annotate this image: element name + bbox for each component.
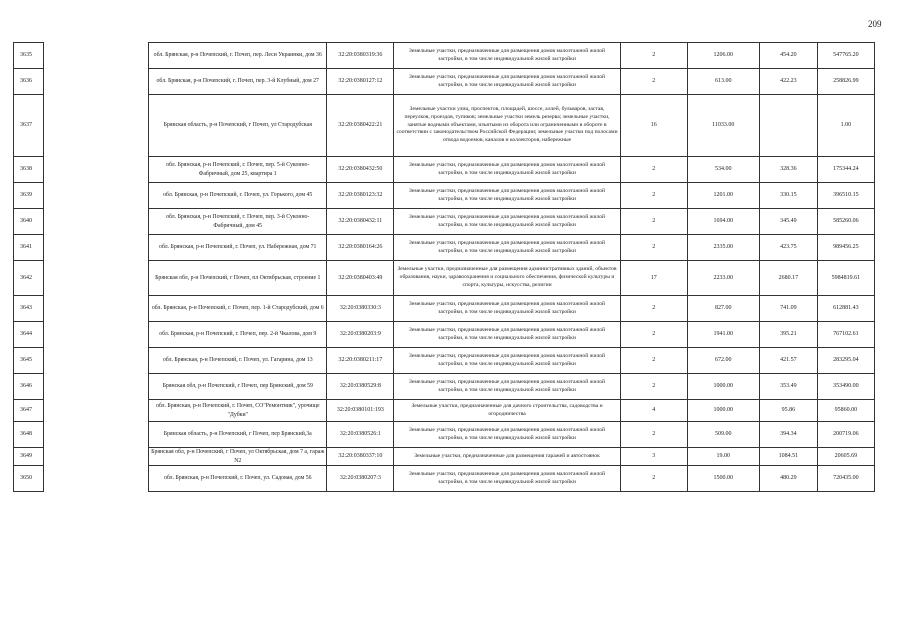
- use-group-cell: 2: [620, 466, 687, 492]
- land-purpose-cell: Земельные участки, предназначенные для размещения домов малоэтажной жилой застройки, в том числе индивидуальной жилой застройки: [394, 322, 620, 348]
- table-row: [14, 261, 875, 296]
- cadastral-value-cell: 767102.61: [817, 322, 874, 348]
- cadastral-rate-cell: 394.34: [759, 422, 817, 448]
- row-number-cell: 3641: [14, 235, 44, 261]
- area-cell: 2233.00: [687, 261, 759, 296]
- table-row: [14, 296, 875, 322]
- area-cell: 672.00: [687, 348, 759, 374]
- spacer-cell: [44, 69, 149, 95]
- table-row: [14, 69, 875, 95]
- address-cell: Брянская область, р-н Почепский, г Почеп, пер Брянский,3а: [149, 422, 327, 448]
- land-purpose-cell: Земельные участки, предназначенные для размещения административных зданий, объектов образования, науки, здравоохранения и социального обеспечения, физической культуры и спорта, культуры, искусства, религии: [394, 261, 620, 296]
- cadastral-value-cell: 585260.06: [817, 209, 874, 235]
- spacer-cell: [44, 95, 149, 157]
- land-purpose-cell: Земельные участки, предназначенные для размещения гаражей и автостоянок: [394, 448, 620, 466]
- cadastral-value-cell: 20605.69: [817, 448, 874, 466]
- cadastral-number-cell: 32:20:0380211:17: [327, 348, 394, 374]
- cadastral-rate-cell: 422.23: [759, 69, 817, 95]
- cadastral-rate-cell: 95.86: [759, 400, 817, 422]
- cadastral-value-cell: 353490.00: [817, 374, 874, 400]
- cadastral-value-cell: 989456.25: [817, 235, 874, 261]
- area-cell: 2335.00: [687, 235, 759, 261]
- row-number-cell: 3637: [14, 95, 44, 157]
- use-group-cell: 4: [620, 400, 687, 422]
- area-cell: 827.00: [687, 296, 759, 322]
- land-purpose-cell: Земельные участки, предназначенные для размещения домов малоэтажной жилой застройки, в том числе индивидуальной жилой застройки: [394, 183, 620, 209]
- land-purpose-cell: Земельные участки, предназначенные для размещения домов малоэтажной жилой застройки, в том числе индивидуальной жилой застройки: [394, 348, 620, 374]
- cadastral-number-cell: 32:20:0380203:9: [327, 322, 394, 348]
- land-purpose-cell: Земельные участки, предназначенные для размещения домов малоэтажной жилой застройки, в том числе индивидуальной жилой застройки: [394, 157, 620, 183]
- spacer-cell: [44, 422, 149, 448]
- land-purpose-cell: Земельные участки, предназначенные для размещения домов малоэтажной жилой застройки, в том числе индивидуальной жилой застройки: [394, 235, 620, 261]
- cadastral-number-cell: 32:20:0380432:11: [327, 209, 394, 235]
- address-cell: обл. Брянская, р-н Почепский, г. Почеп, пер. 3-й Клубный, дом 27: [149, 69, 327, 95]
- table-row: [14, 157, 875, 183]
- cadastral-number-cell: 32:20:0380337:10: [327, 448, 394, 466]
- area-cell: 1941.00: [687, 322, 759, 348]
- land-purpose-cell: Земельные участки, предназначенные для размещения домов малоэтажной жилой застройки, в том числе индивидуальной жилой застройки: [394, 43, 620, 69]
- spacer-cell: [44, 261, 149, 296]
- cadastral-number-cell: 32:20:0380319:36: [327, 43, 394, 69]
- land-purpose-cell: Земельные участки, предназначенные для дачного строительства, садоводства и огородничества: [394, 400, 620, 422]
- row-number-cell: 3643: [14, 296, 44, 322]
- address-cell: обл. Брянская, р-н Почепский, г. Почеп, пер. 5-й Суконно-Фабричный, дом 25, квартира 1: [149, 157, 327, 183]
- cadastral-rate-cell: 353.49: [759, 374, 817, 400]
- area-cell: 1694.00: [687, 209, 759, 235]
- address-cell: обл. Брянская, р-н Почепский, г. Почеп, пер. 1-й Стародубский, дом 6: [149, 296, 327, 322]
- cadastral-value-cell: 396510.15: [817, 183, 874, 209]
- address-cell: Брянская обл, р-н Почепский, г Почеп, ул Октябрьская, дом 7 а, гараж N2: [149, 448, 327, 466]
- row-number-cell: 3647: [14, 400, 44, 422]
- spacer-cell: [44, 466, 149, 492]
- spacer-cell: [44, 183, 149, 209]
- table-row: [14, 448, 875, 466]
- use-group-cell: 2: [620, 69, 687, 95]
- table-row: [14, 374, 875, 400]
- cadastral-rate-cell: 741.09: [759, 296, 817, 322]
- use-group-cell: 16: [620, 95, 687, 157]
- cadastral-number-cell: 32:20:0380101:193: [327, 400, 394, 422]
- cadastral-value-cell: 175344.24: [817, 157, 874, 183]
- cadastral-rate-cell: 454.20: [759, 43, 817, 69]
- row-number-cell: 3646: [14, 374, 44, 400]
- address-cell: обл. Брянская, р-н Почепский, г. Почеп, ул. Гагарина, дом 13: [149, 348, 327, 374]
- use-group-cell: 2: [620, 374, 687, 400]
- spacer-cell: [44, 43, 149, 69]
- page-number: 209: [868, 19, 882, 29]
- spacer-cell: [44, 348, 149, 374]
- row-number-cell: 3642: [14, 261, 44, 296]
- address-cell: обл. Брянская, р-н Почепский, г. Почеп, пер. Леси Украинки, дом 36: [149, 43, 327, 69]
- use-group-cell: 2: [620, 157, 687, 183]
- row-number-cell: 3640: [14, 209, 44, 235]
- spacer-cell: [44, 157, 149, 183]
- cadastral-number-cell: 32:20:0380123:32: [327, 183, 394, 209]
- spacer-cell: [44, 209, 149, 235]
- use-group-cell: 2: [620, 183, 687, 209]
- land-purpose-cell: Земельные участки, предназначенные для размещения домов малоэтажной жилой застройки, в том числе индивидуальной жилой застройки: [394, 296, 620, 322]
- table-row: [14, 209, 875, 235]
- spacer-cell: [44, 400, 149, 422]
- cadastral-number-cell: 32:20:0380127:12: [327, 69, 394, 95]
- address-cell: обл. Брянская, р-н Почепский, г. Почеп, СО"Ремонтник", урочище "Дубки": [149, 400, 327, 422]
- area-cell: 1206.00: [687, 43, 759, 69]
- cadastral-number-cell: 32:20:0380330:3: [327, 296, 394, 322]
- cadastral-rate-cell: 330.15: [759, 183, 817, 209]
- cadastral-value-cell: 200719.06: [817, 422, 874, 448]
- table-row: [14, 43, 875, 69]
- spacer-cell: [44, 296, 149, 322]
- cadastral-number-cell: 32:20:0380432:50: [327, 157, 394, 183]
- area-cell: 1000.00: [687, 374, 759, 400]
- cadastral-value-cell: 95860.00: [817, 400, 874, 422]
- cadastral-value-cell: 283295.04: [817, 348, 874, 374]
- cadastral-rate-cell: 345.49: [759, 209, 817, 235]
- use-group-cell: 3: [620, 448, 687, 466]
- row-number-cell: 3650: [14, 466, 44, 492]
- spacer-cell: [44, 235, 149, 261]
- address-cell: Брянская обл, р-н Почепский, г Почеп, пер Брянский, дом 59: [149, 374, 327, 400]
- cadastral-number-cell: 32:20:0380164:26: [327, 235, 394, 261]
- spacer-cell: [44, 322, 149, 348]
- area-cell: 11033.00: [687, 95, 759, 157]
- land-registry-table: [13, 42, 875, 492]
- row-number-cell: 3636: [14, 69, 44, 95]
- row-number-cell: 3635: [14, 43, 44, 69]
- table-row: [14, 400, 875, 422]
- row-number-cell: 3648: [14, 422, 44, 448]
- cadastral-value-cell: 547765.20: [817, 43, 874, 69]
- cadastral-number-cell: 32:20:0380526:1: [327, 422, 394, 448]
- address-cell: обл. Брянская, р-н Почепский, г. Почеп, ул. Горького, дом 45: [149, 183, 327, 209]
- row-number-cell: 3644: [14, 322, 44, 348]
- address-cell: обл. Брянская, р-н Почепский, г. Почеп, пер. 2-й Чкалова, дом 9: [149, 322, 327, 348]
- use-group-cell: 2: [620, 43, 687, 69]
- cadastral-value-cell: 612881.43: [817, 296, 874, 322]
- cadastral-rate-cell: 2680.17: [759, 261, 817, 296]
- address-cell: обл. Брянская, р-н Почепский, г. Почеп, пер. 3-й Суконно-Фабричный, дом 45: [149, 209, 327, 235]
- table-body: [14, 43, 875, 492]
- table-row: [14, 95, 875, 157]
- area-cell: 534.00: [687, 157, 759, 183]
- spacer-cell: [44, 374, 149, 400]
- use-group-cell: 2: [620, 209, 687, 235]
- cadastral-number-cell: 32:20:0380207:3: [327, 466, 394, 492]
- cadastral-value-cell: 720435.00: [817, 466, 874, 492]
- use-group-cell: 2: [620, 296, 687, 322]
- row-number-cell: 3649: [14, 448, 44, 466]
- cadastral-rate-cell: 480.29: [759, 466, 817, 492]
- table-row: [14, 348, 875, 374]
- area-cell: 1000.00: [687, 400, 759, 422]
- land-purpose-cell: Земельные участки, предназначенные для размещения домов малоэтажной жилой застройки, в том числе индивидуальной жилой застройки: [394, 209, 620, 235]
- row-number-cell: 3638: [14, 157, 44, 183]
- cadastral-value-cell: 5984819.61: [817, 261, 874, 296]
- use-group-cell: 2: [620, 422, 687, 448]
- use-group-cell: 2: [620, 322, 687, 348]
- area-cell: 509.00: [687, 422, 759, 448]
- row-number-cell: 3639: [14, 183, 44, 209]
- cadastral-value-cell: 258826.99: [817, 69, 874, 95]
- address-cell: обл. Брянская, р-н Почепский, г. Почеп, ул. Набережная, дом 71: [149, 235, 327, 261]
- cadastral-rate-cell: 1084.51: [759, 448, 817, 466]
- cadastral-number-cell: 32:20:0380422:21: [327, 95, 394, 157]
- cadastral-rate-cell: 328.36: [759, 157, 817, 183]
- land-purpose-cell: Земельные участки, предназначенные для размещения домов малоэтажной жилой застройки, в том числе индивидуальной жилой застройки: [394, 374, 620, 400]
- table-row: [14, 466, 875, 492]
- cadastral-number-cell: 32:20:0380403:49: [327, 261, 394, 296]
- land-purpose-cell: Земельные участки улиц, проспектов, площадей, шоссе, аллей, бульваров, застав, переулков, проездов, тупиков; земельные участки земель резерва; земельные участки, занятые водными объектами, изъятыми из оборота или ограниченными в обороте в соответствии с законодательством Российской Федерации; земельные участки под полосами отвода водоемов, каналов и коллекторов, набережные: [394, 95, 620, 157]
- land-purpose-cell: Земельные участки, предназначенные для размещения домов малоэтажной жилой застройки, в том числе индивидуальной жилой застройки: [394, 422, 620, 448]
- land-purpose-cell: Земельные участки, предназначенные для размещения домов малоэтажной жилой застройки, в том числе индивидуальной жилой застройки: [394, 69, 620, 95]
- table-row: [14, 322, 875, 348]
- area-cell: 613.00: [687, 69, 759, 95]
- cadastral-rate-cell: 421.57: [759, 348, 817, 374]
- area-cell: 1500.00: [687, 466, 759, 492]
- table-row: [14, 183, 875, 209]
- use-group-cell: 17: [620, 261, 687, 296]
- cadastral-rate-cell: 423.75: [759, 235, 817, 261]
- address-cell: обл. Брянская, р-н Почепский, г. Почеп, ул. Садовая, дом 56: [149, 466, 327, 492]
- use-group-cell: 2: [620, 235, 687, 261]
- address-cell: Брянская обл, р-н Почепский, г Почеп, пл Октябрьская, строение 1: [149, 261, 327, 296]
- cadastral-number-cell: 32:20:0380529:8: [327, 374, 394, 400]
- area-cell: 1201.00: [687, 183, 759, 209]
- area-cell: 19.00: [687, 448, 759, 466]
- address-cell: Брянская область, р-н Почепский, г Почеп, ул Стародубская: [149, 95, 327, 157]
- cadastral-value-cell: 1.00: [817, 95, 874, 157]
- cadastral-rate-cell: 395.21: [759, 322, 817, 348]
- cadastral-rate-cell: [759, 95, 817, 157]
- table-row: [14, 235, 875, 261]
- spacer-cell: [44, 448, 149, 466]
- table-row: [14, 422, 875, 448]
- land-purpose-cell: Земельные участки, предназначенные для размещения домов малоэтажной жилой застройки, в том числе индивидуальной жилой застройки: [394, 466, 620, 492]
- use-group-cell: 2: [620, 348, 687, 374]
- row-number-cell: 3645: [14, 348, 44, 374]
